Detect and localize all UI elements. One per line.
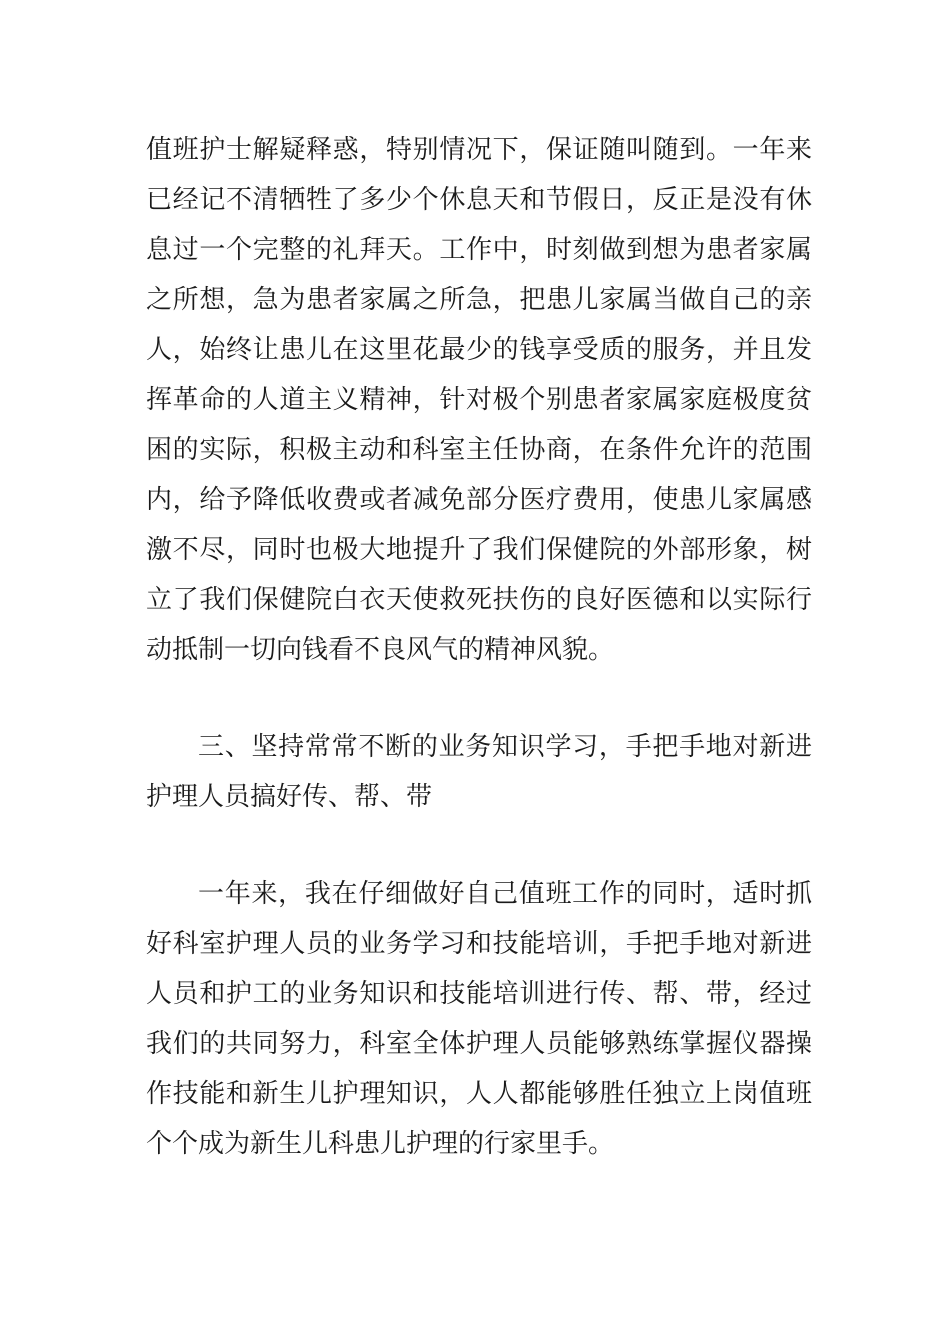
heading-line: 三、坚持常常不断的业务知识学习，手把手地对新进 <box>198 732 812 762</box>
section-heading-three <box>146 722 812 822</box>
paragraph-line: 人，始终让患儿在这里花最少的钱享受质的服务，并且发 <box>146 335 812 365</box>
paragraph-line: 激不尽，同时也极大地提升了我们保健院的外部形象，树 <box>146 535 812 565</box>
paragraph-line: 个个成为新生儿科患儿护理的行家里手。 <box>146 1129 615 1159</box>
paragraph-line: 挥革命的人道主义精神，针对极个别患者家属家庭极度贫 <box>146 385 812 415</box>
paragraph-line: 一年来，我在仔细做好自己值班工作的同时，适时抓 <box>198 879 812 909</box>
paragraph-line: 困的实际，积极主动和科室主任协商，在条件允许的范围 <box>146 435 812 465</box>
paragraph-line: 动抵制一切向钱看不良风气的精神风貌。 <box>146 635 615 665</box>
paragraph-line: 我们的共同努力，科室全体护理人员能够熟练掌握仪器操 <box>146 1029 812 1059</box>
heading-line: 护理人员搞好传、帮、带 <box>146 782 433 812</box>
paragraph-line: 内，给予降低收费或者减免部分医疗费用，使患儿家属感 <box>146 485 812 515</box>
paragraph-service-attitude <box>146 125 812 675</box>
paragraph-line: 人员和护工的业务知识和技能培训进行传、帮、带，经过 <box>146 979 812 1009</box>
paragraph-training <box>146 869 812 1169</box>
paragraph-line: 好科室护理人员的业务学习和技能培训，手把手地对新进 <box>146 929 812 959</box>
paragraph-line: 值班护士解疑释惑，特别情况下，保证随叫随到。一年来 <box>146 135 812 165</box>
paragraph-line: 作技能和新生儿护理知识，人人都能够胜任独立上岗值班 <box>146 1079 812 1109</box>
paragraph-line: 立了我们保健院白衣天使救死扶伤的良好医德和以实际行 <box>146 585 812 615</box>
paragraph-line: 已经记不清牺牲了多少个休息天和节假日，反正是没有休 <box>146 185 812 215</box>
paragraph-line: 之所想，急为患者家属之所急，把患儿家属当做自己的亲 <box>146 285 812 315</box>
paragraph-line: 息过一个完整的礼拜天。工作中，时刻做到想为患者家属 <box>146 235 812 265</box>
